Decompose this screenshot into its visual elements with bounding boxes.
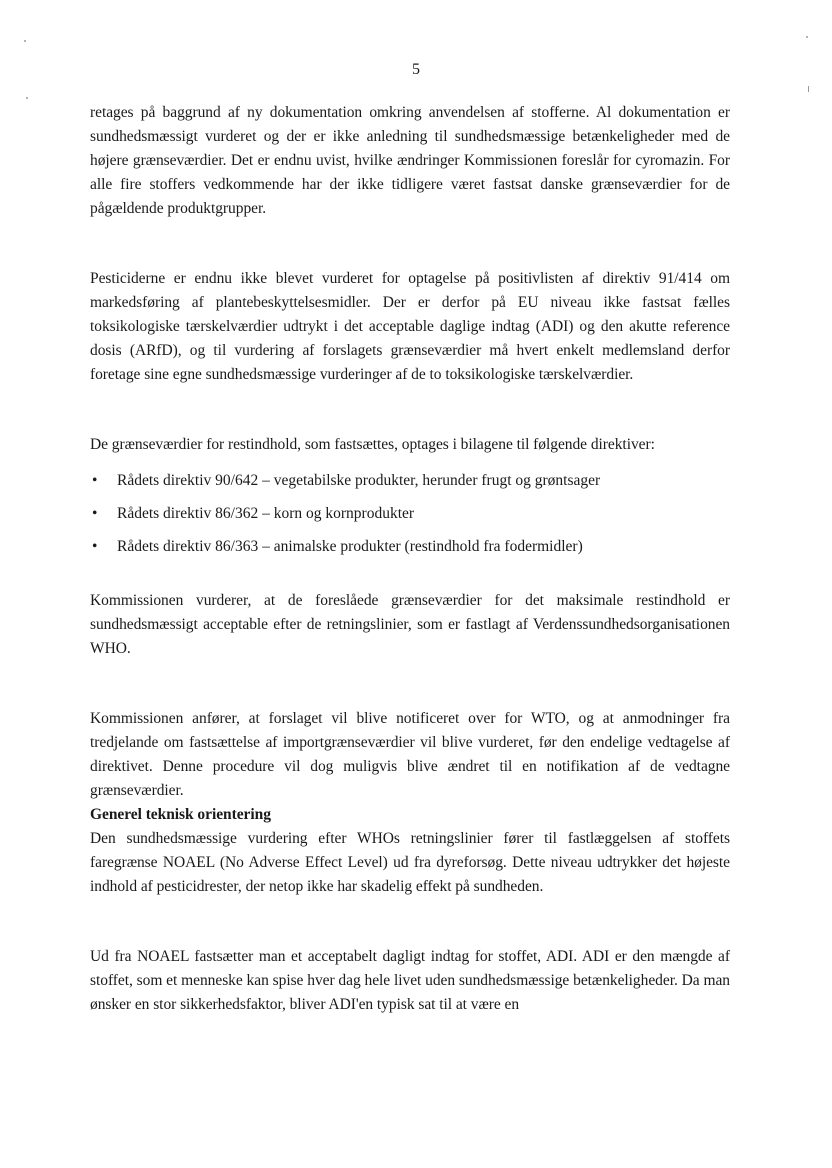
list-item: • Rådets direktiv 86/363 – animalske produkter (restindhold fra fodermidler) bbox=[90, 535, 730, 559]
paragraph-commission-assessment: Kommissionen vurderer, at de foreslåede grænseværdier for det maksimale restindhold er sundhedsmæssigt acceptable efter de retningslinier, som er fastlagt af Verdenssundhedsorganisationen WHO. bbox=[90, 592, 730, 657]
paragraph-wto-notification: Kommissionen anfører, at forslaget vil blive notificeret over for WTO, og at anmodninger fra tredjelande om fastsættelse af importgrænseværdier vil blive vurderet, før den endelige vedtagelse af direktivet. Denne procedure vil dog muligvis blive ændret til en notifikation af de vedtagne grænseværdier. bbox=[90, 710, 730, 799]
section-heading: Generel teknisk orientering bbox=[90, 806, 271, 823]
list-item: • Rådets direktiv 90/642 – vegetabilske produkter, herunder frugt og grøntsager bbox=[90, 469, 730, 493]
paragraph-adi: Ud fra NOAEL fastsætter man et acceptabelt dagligt indtag for stoffet, ADI. ADI er den mængde af stoffet, som et menneske kan spise hver dag hele livet uden sundhedsmæssige betænkeligheder. Da man ønsker en stor sikkerhedsfaktor, bliver ADI'en typisk sat til at være en bbox=[90, 948, 730, 1013]
scan-speck bbox=[24, 40, 26, 42]
paragraph-directives-intro: De grænseværdier for restindhold, som fastsættes, optages i bilagene til følgende direktiver: bbox=[90, 436, 655, 453]
scan-speck bbox=[26, 97, 28, 99]
scan-speck bbox=[806, 36, 808, 38]
document-body bbox=[90, 101, 730, 1017]
page-number: 5 bbox=[412, 61, 420, 78]
directive-list bbox=[90, 469, 730, 559]
paragraph-noael: Den sundhedsmæssige vurdering efter WHOs retningslinier fører til fastlæggelsen af stoffets faregrænse NOAEL (No Adverse Effect Level) ud fra dyreforsøg. Dette niveau udtrykker det højeste indhold af pesticidrester, der netop ikke har skadelig effekt på sundheden. bbox=[90, 830, 730, 895]
paragraph-intro: retages på baggrund af ny dokumentation omkring anvendelsen af stofferne. Al dokumentation er sundhedsmæssigt vurderet og der er ikke anledning til sundhedsmæssige betænkeligheder med de højere grænseværdier. Det er endnu uvist, hvilke ændringer Kommissionen foreslår for cyromazin. For alle fire stoffers vedkommende har der ikke tidligere været fastsat danske grænseværdier for de pågældende produktgrupper. bbox=[90, 104, 730, 217]
scan-speck bbox=[808, 86, 809, 92]
paragraph-pesticides: Pesticiderne er endnu ikke blevet vurderet for optagelse på positivlisten af direktiv 91/414 om markedsføring af plantebeskyttelsesmidler. Der er derfor på EU niveau ikke fastsat fælles toksikologiske tærskelværdier udtrykt i det acceptable daglige indtag (ADI) og den akutte reference dosis (ARfD), og til vurdering af forslagets grænseværdier må hvert enkelt medlemsland derfor foretage sine egne sundhedsmæssige vurderinger af de to toksikologiske tærskelværdier. bbox=[90, 270, 730, 383]
list-item: • Rådets direktiv 86/362 – korn og kornprodukter bbox=[90, 502, 730, 526]
